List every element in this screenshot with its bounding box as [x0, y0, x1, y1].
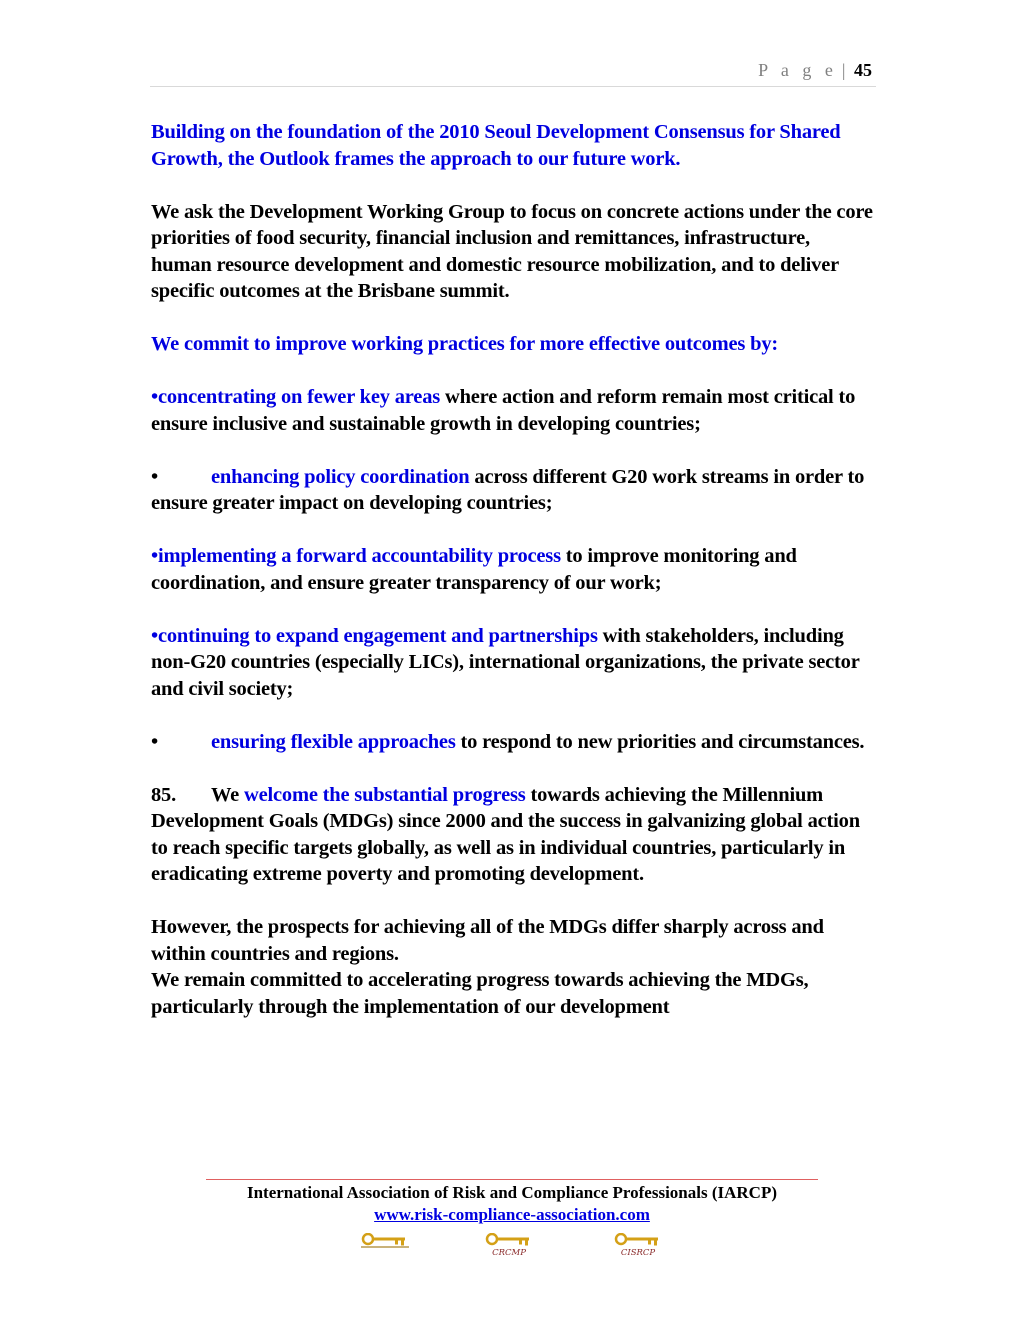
paragraph-text: towards achieving the Millennium Development Goals (MDGs) since 2000 and the success in galvanizing global action to reach specific targets globally, as well as in individual countries, particularly in eradicating extreme poverty and promoting development.	[151, 783, 860, 885]
bullet-policy-coordination	[151, 464, 873, 517]
logo-label: CISRCP	[620, 1248, 656, 1258]
paragraph-intro: Building on the foundation of the 2010 Seoul Development Consensus for Shared Growth, the Outlook frames the approach to our future work.	[151, 121, 841, 170]
paragraph-lead: We	[211, 783, 244, 806]
paragraph-commit: We commit to improve working practices for more effective outcomes by:	[151, 333, 779, 355]
bullet-marker: •	[151, 730, 158, 753]
iarcp-member-key-icon	[361, 1233, 409, 1261]
bullet-engagement	[151, 623, 873, 703]
bullet-text: across different G20 work streams in order to ensure greater impact on developing countries;	[151, 465, 865, 514]
bullet-highlight: ensuring flexible approaches	[211, 730, 456, 753]
bullet-highlight: •concentrating on fewer key areas	[151, 386, 441, 408]
bullet-fewer-key-areas	[151, 384, 873, 437]
bullet-text: with stakeholders, including non-G20 countries (especially LICs), international organizations, the private sector and civil society;	[151, 624, 860, 700]
bullet-accountability	[151, 543, 873, 596]
paragraph-dwg: We ask the Development Working Group to focus on concrete actions under the core priorities of food security, financial inclusion and remittances, infrastructure, human resource development and domestic resource mobilization, and to deliver specific outcomes at the Brisbane summit.	[151, 200, 873, 302]
paragraph-85	[151, 782, 873, 888]
bullet-highlight: enhancing policy coordination	[211, 465, 470, 488]
page-number-block	[758, 60, 872, 81]
paragraph-highlight: welcome the substantial progress	[244, 783, 526, 806]
bullet-text: to improve monitoring and coordination, and ensure greater transparency of our work;	[151, 545, 797, 594]
logo-label: CRCMP	[492, 1248, 526, 1258]
bullet-text: to respond to new priorities and circumstances.	[455, 730, 865, 753]
paragraph-however: However, the prospects for achieving all of the MDGs differ sharply across and within countries and regions.	[151, 916, 824, 965]
page-separator: |	[841, 60, 846, 80]
cisrcp-key-icon	[614, 1233, 662, 1261]
bullet-highlight: •implementing a forward accountability process	[151, 545, 561, 567]
bullet-text: where action and reform remain most critical to ensure inclusive and sustainable growth in developing countries;	[151, 386, 856, 435]
paragraph-remain: We remain committed to accelerating progress towards achieving the MDGs, particularly through the implementation of our development	[151, 969, 809, 1018]
footer-organization: International Association of Risk and Compliance Professionals (IARCP)	[246, 1183, 778, 1202]
document-body	[151, 119, 873, 1020]
page-header	[150, 58, 876, 87]
page-label: P a g e	[758, 60, 838, 80]
footer-divider	[206, 1179, 818, 1180]
page-number: 45	[854, 60, 872, 80]
paragraph-number: 85.	[151, 783, 177, 806]
bullet-flexible	[151, 729, 873, 756]
bullet-marker: •	[151, 465, 158, 488]
bullet-highlight: •continuing to expand engagement and partnerships	[151, 624, 598, 647]
crcmp-key-icon	[485, 1233, 533, 1261]
footer-website-link[interactable]: www.risk-compliance-association.com	[374, 1205, 650, 1224]
